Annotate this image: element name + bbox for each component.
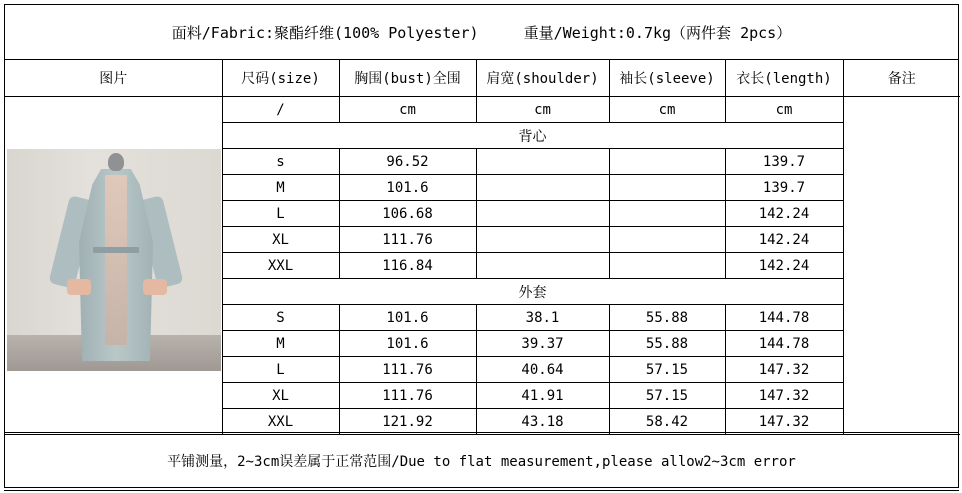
cell-length: 142.24 (725, 253, 843, 279)
cell-shoulder: 40.64 (476, 357, 609, 383)
cell-length: 139.7 (725, 175, 843, 201)
cell-size: S (222, 305, 339, 331)
cell-size: L (222, 357, 339, 383)
cell-sleeve (609, 253, 725, 279)
cell-size: XXL (222, 253, 339, 279)
cell-shoulder: 38.1 (476, 305, 609, 331)
cell-sleeve: 55.88 (609, 305, 725, 331)
cell-length: 147.32 (725, 409, 843, 435)
cell-size: XL (222, 383, 339, 409)
measurement-note (5, 432, 958, 488)
section-coat-label: 外套 (222, 279, 843, 305)
cell-bust: 96.52 (339, 149, 476, 175)
cell-shoulder: 43.18 (476, 409, 609, 435)
cell-sleeve (609, 149, 725, 175)
title-text: 面料/Fabric:聚酯纤维(100% Polyester) 重量/Weight:0.7kg（两件套 2pcs） (171, 23, 792, 42)
cell-shoulder (476, 175, 609, 201)
cell-size: M (222, 331, 339, 357)
cell-length: 144.78 (725, 305, 843, 331)
cell-bust: 106.68 (339, 201, 476, 227)
header-notes: 备注 (843, 60, 960, 97)
cell-sleeve: 55.88 (609, 331, 725, 357)
cell-bust: 101.6 (339, 175, 476, 201)
cell-sleeve: 57.15 (609, 357, 725, 383)
notes-cell (843, 97, 960, 435)
divider (4, 490, 959, 491)
cell-length: 147.32 (725, 357, 843, 383)
cell-bust: 111.76 (339, 357, 476, 383)
size-table (5, 60, 960, 435)
cell-bust: 121.92 (339, 409, 476, 435)
cell-shoulder (476, 227, 609, 253)
cell-bust: 116.84 (339, 253, 476, 279)
cell-size: XL (222, 227, 339, 253)
unit-sleeve: cm (609, 97, 725, 123)
cell-shoulder (476, 201, 609, 227)
cell-size: XXL (222, 409, 339, 435)
cell-sleeve (609, 227, 725, 253)
header-bust: 胸围(bust)全围 (339, 60, 476, 97)
cell-size: L (222, 201, 339, 227)
header-length: 衣长(length) (725, 60, 843, 97)
fabric-weight-title (5, 5, 958, 60)
header-sleeve: 袖长(sleeve) (609, 60, 725, 97)
cell-sleeve (609, 201, 725, 227)
cell-sleeve: 57.15 (609, 383, 725, 409)
unit-length: cm (725, 97, 843, 123)
cell-sleeve: 58.42 (609, 409, 725, 435)
cell-sleeve (609, 175, 725, 201)
cell-bust: 101.6 (339, 331, 476, 357)
cell-length: 147.32 (725, 383, 843, 409)
cell-size: M (222, 175, 339, 201)
header-photo: 图片 (5, 60, 222, 97)
cell-length: 144.78 (725, 331, 843, 357)
cell-bust: 111.76 (339, 227, 476, 253)
unit-bust: cm (339, 97, 476, 123)
cell-size: s (222, 149, 339, 175)
product-photo (7, 149, 221, 371)
cell-shoulder: 41.91 (476, 383, 609, 409)
header-row (5, 60, 960, 97)
size-chart (4, 4, 959, 488)
unit-shoulder: cm (476, 97, 609, 123)
cell-shoulder (476, 253, 609, 279)
cell-length: 139.7 (725, 149, 843, 175)
cell-length: 142.24 (725, 201, 843, 227)
cell-bust: 101.6 (339, 305, 476, 331)
cell-bust: 111.76 (339, 383, 476, 409)
product-photo-cell (5, 97, 222, 435)
cell-shoulder (476, 149, 609, 175)
cell-shoulder: 39.37 (476, 331, 609, 357)
cell-length: 142.24 (725, 227, 843, 253)
units-row (5, 97, 960, 123)
footer-text: 平铺测量，2~3cm误差属于正常范围/Due to flat measurement,please allow2~3cm error (167, 453, 796, 470)
section-vest-label: 背心 (222, 123, 843, 149)
unit-size: / (222, 97, 339, 123)
header-size: 尺码(size) (222, 60, 339, 97)
header-shoulder: 肩宽(shoulder) (476, 60, 609, 97)
